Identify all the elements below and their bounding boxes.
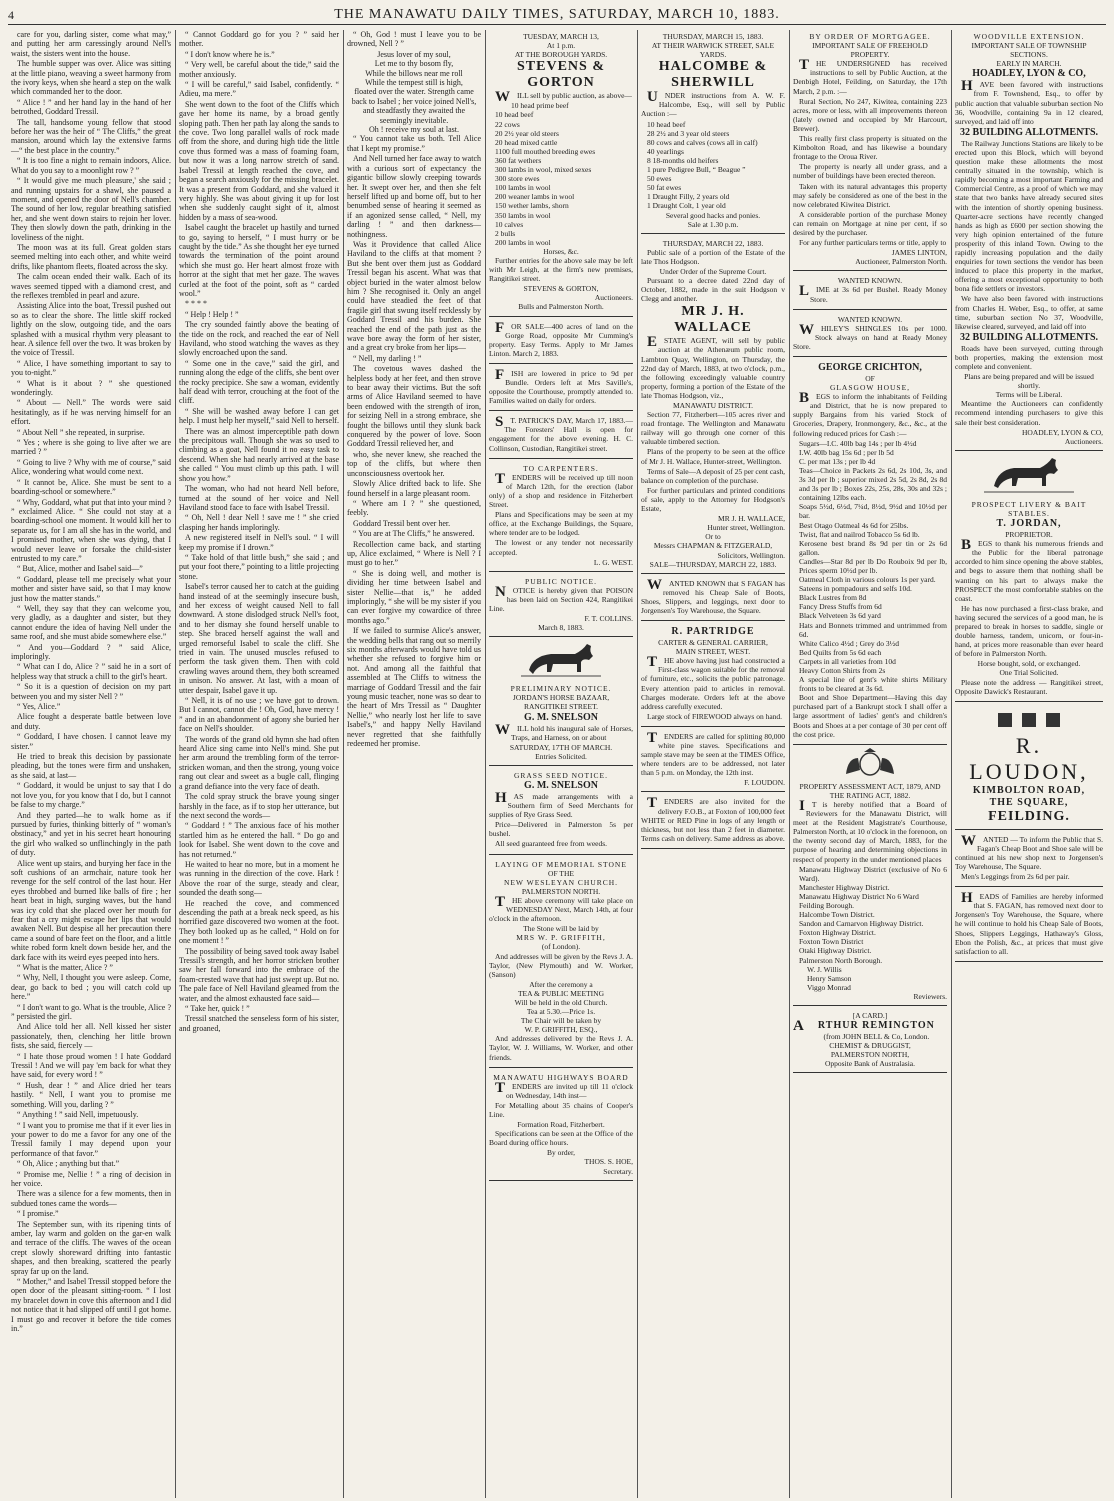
story-paragraph: The September sun, with its ripening tints of amber, lay warm and golden on the gar-en walk and terrace of the cliffs. The waves of the ocean crept slowly shoreward drifting into fantastic shapes, and then breaking, scattered the pearly spray far up on the land. xyxy=(11,1219,171,1276)
auction-lot: 10 head prime beef xyxy=(511,101,569,111)
price-item: A special line of gent's white shirts Military fronts to be cleared at 3s 6d. xyxy=(799,675,947,694)
reviewer-name: W. J. Willis xyxy=(807,964,842,974)
story-paragraph: Isabel caught the bracelet up hastily and turned to go, saying to herself, “ I must hurry or be caught by the tide.” As she thought her eye turned towards the termination of the point around which she must go. Her heart almost froze with horror at the sight that met her gaze. The waves curled at the foot of the point, soft as “ carded wool.” xyxy=(179,223,339,298)
masthead xyxy=(8,6,1106,25)
price-item: Twist, flat and nailrod Tobacco 5s 6d lb. xyxy=(799,529,920,539)
story-paragraph: “ Hush, dear ! ” and Alice dried her tears hastily. “ Nell, I want you to promise me something. Will you, darling ? ” xyxy=(11,1080,171,1109)
price-item: Black Lustres from 8d xyxy=(799,593,867,603)
story-paragraph: Slowly Alice drifted back to life. She found herself in a large pleasant room. xyxy=(347,479,481,498)
auction-lot: 50 ewes xyxy=(647,174,672,184)
stevens-gorton-firm: STEVENS & GORTON xyxy=(517,59,605,91)
reviewer-name: Henry Samson xyxy=(807,973,852,983)
story-paragraph: The moon was at its full. Great golden stars seemed melting into each other, and white weird drifts, like phantom fleets, floated across the sky. xyxy=(11,242,171,271)
story-paragraph: The tall, handsome young fellow that stood before her was the heir of “ The Cliffs,” the great mansion, around which lay the extensive farms —“ the best place in the country.” xyxy=(11,117,171,155)
district-item: Otaki Highway District. xyxy=(799,946,872,956)
auction-lot: 40 yearlings xyxy=(647,146,684,156)
auction-lot: 1 pure Pedigree Bull, “ Beague ” xyxy=(647,165,746,175)
story-paragraph: The woman, who had not heard Nell before, turned at the sound of her voice and Nell Haviland stood face to face with Isabel Tressil. xyxy=(179,484,339,512)
stevens-gorton-ad: TUESDAY, MARCH 13, At 1 p.m. AT THE BOROUGH YARDS. STEVENS & GORTON WILL sell by public auction, as above— 10 head prime beef 10 head beef 22 cows 20 2½ year old steers 20 head mixed cattle 1100 full mouthed breeding ewes 360 fat wethers 300 lambs in wool, mixed sexes 300 store ewes 100 lambs in wool 200 weaner lambs in wool 150 wether lambs, shorn 350 lambs in wool 10 calves 2 bulls 200 lambs in wool Horses, &c. Further entries for the above sale may be left with Mr Leigh, at the firm's new premises, Rangitikei street. STEVENS & GORTON, Auctioneers. Bulls and Palmerston North. xyxy=(489,30,633,317)
story-paragraph: “ I promise.” xyxy=(17,1209,59,1219)
story-paragraph: “ I will be careful,” said Isabel, confidently. “ Adieu, ma mere.” xyxy=(179,80,339,99)
horse-and-cart-icon xyxy=(984,454,1074,496)
district-item: Manchester Highway District. xyxy=(799,882,890,892)
woodville-ad: WOODVILLE EXTENSION. IMPORTANT SALE OF TOWNSHIP SECTIONS. EARLY IN MARCH. HOADLEY, LYON & CO, HAVE been favored with instructions from F. Townshend, Esq., to offer by public auction that valuable suburban section No 36, Woodville, containing 9a in 12 cleared, surveyed, and laid off into 32 BUILDING ALLOTMENTS. The Railway Junctions Stations are likely to be erected upon this Block, which will beyond question make these allotments the most centrally situated in the township, which is rapidly becoming a most important Farming and Commercial Centre, as a proof of which we may state that two banks have already secured sites with the intention of shortly opening business. Quarter-acre sections have recently changed hands as high as £600 per section showing the very high opinion entertained of the future prosperity of this inland Town. Owing to the rapidly increasing population and the daily enquiries for town sections the vendor has been induced to place this property in the market, offering a most exceptional opportunity to both bona fide settlers or investors. We have also been favored with instructions from Charles H. Weber, Esq., to offer, at same time, suburban section No 37, Woodville, likewise cleared, surveyed, and laid off into 32 BUILDING ALLOTMENTS. Roads have been surveyed, cutting through both properties, making the extension most complete and convenient. Plans are being prepared and will be issued shortly. Terms will be Liberal. Meantime the Auctioneers can confidently recommend intending purchasers to give this sale their best consideration. HOADLEY, LYON & CO, Auctioneers. xyxy=(955,30,1103,451)
price-item: Teas—Choice in Packets 2s 6d, 2s 10d, 3s, and 3s 3d per lb ; superior mixed 2s 5d, 2s 8d, 2s 8d and 3s per lb ; Boxes 22s, 25s, 28s, 30s and 32s ; containing 12lbs each. xyxy=(799,465,947,503)
story-paragraph: “ I want you to promise me that if it ever lies in your power to do me a favor for any one of the Tressil family I may depend upon your performance of that favor.” xyxy=(11,1120,171,1158)
partridge-ad: R. PARTRIDGE CARTER & GENERAL CARRIER, MAIN STREET, WEST. THE above having just had constructed a First-class wagon suitable for the removal of furniture, etc., solicits the public patronage. Every attention paid to articles in removal. Charges moderate. Orders left at the above address carefully executed. Large stock of FIREWOOD always on hand. xyxy=(641,624,785,727)
shingles-ad: WANTED KNOWN. WHILEY'S SHINGLES 10s per 1000. Stock always on hand at Ready Money Store. xyxy=(793,313,947,357)
story-paragraph: The calm ocean ended their walk. Each of its waves seemed tipped with a diamond crest, and the reflexes trembled in pearl and azure. xyxy=(11,272,171,300)
story-paragraph: “ Very well, be careful about the tide,” said the mother anxiously. xyxy=(179,60,339,79)
wesleyan-ad: LAYING OF MEMORIAL STONE OF THE NEW WESLEYAN CHURCH. PALMERSTON NORTH. THE above ceremony will take place on WEDNESDAY Next, March 14th, at four o'clock in the afternoon. The Stone will be laid by MRS W. P. GRIFFITH, (of London). And addresses will be given by the Revs J. A. Taylor, (New Plymouth) and W. Worker, (Sanson) After the ceremony a TEA & PUBLIC MEETING Will be held in the old Church. Tea at 5.30.—Price 1s. The Chair will be taken by W. P. GRIFFITH, ESQ., And addresses delivered by the Revs J. A. Taylor, W. J. Williams, W. Worker, and other friends. xyxy=(489,858,633,1068)
story-paragraph: * * * * xyxy=(185,299,207,309)
story-paragraph: And they parted—he to walk home as if pursued by furies, thinking bitterly of “ woman's obstinacy,” and yet in his secret heart honouring the girl who walked so unflinchingly in the path of duty. xyxy=(11,810,171,858)
story-column-1 xyxy=(8,30,174,1498)
price-item: Candles—Star 8d per lb Do Rouboix 9d per lb, Prices sperm 10½d per lb. xyxy=(799,556,947,575)
auction-lot: 8 18-months old heifers xyxy=(647,155,719,165)
story-paragraph: The cold spray struck the brave young singer harshly in the face, as if to stop her utterance, but the next second the words— xyxy=(179,792,339,820)
auction-lot: 200 weaner lambs in wool xyxy=(495,192,575,202)
district-item: Manawatu Highway District (exclusive of No 6 Ward). xyxy=(799,864,947,883)
auction-lot: 28 2½ and 3 year old steers xyxy=(647,128,730,138)
story-paragraph: “ Oh, Alice ; anything but that.” xyxy=(17,1159,120,1169)
story-paragraph: “ So it is a question of decision on my part between you and my sister Nell ? ” xyxy=(11,682,171,701)
story-paragraph: care for you, darling sister, come what may,” and putting her arm caressingly around Nell's waist, the sisters went into the house. xyxy=(11,30,171,58)
story-paragraph: “ Nell, my darling ! ” xyxy=(353,353,422,363)
district-item: Foxton Town District xyxy=(799,937,864,947)
story-paragraph: “ It cannot be, Alice. She must be sent to a boarding-school or somewhere.” xyxy=(11,477,171,497)
act-places xyxy=(793,865,947,965)
reviewer-name: Viggo Monrad xyxy=(807,982,851,992)
wallace-ad: THURSDAY, MARCH 22, 1883. Public sale of a portion of the Estate of the late Thos Hodgson. Under Order of the Supreme Court. Pursuant to a decree dated 22nd day of October, 1882, made in the suit Hodgson v Clegg and another. MR J. H. WALLACE ESTATE AGENT, will sell by public auction at the Athenæum public room, Lambton Quay, Wellington, on Thursday, the 22nd day of March, 1883, at two o'clock, p.m., the following exceedingly valuable country property, forming a portion of the Estate of the late Thomas Hodgson, viz., MANAWATU DISTRICT. Section 77, Fitzherbert—105 acres river and road frontage. The Wellington and Manawatu railway will go through one corner of this valuable timbered section. Plans of the property to be seen at the office of Mr J. H. Wallace, Hunter-street, Wellington. Terms of Sale—A deposit of 25 per cent cash, balance on completion of the purchase. For further particulars and printed conditions of sale, apply to the Attorney for Hodgson's Estate, MR J. H. WALLACE, Hunter street, Wellington. Or to Messrs CHAPMAN & FITZGERALD, Solicitors, Wellington. SALE—THURSDAY, MARCH 22, 1883. xyxy=(641,237,785,574)
story-paragraph: The covetous waves dashed the helpless body at her feet, and then strove to bear away their victims. But the soft arms of Alice Haviland seemed to have been endowed with the strength of iron, for seizing Nell in a strong embrace, she fought the billows until they slunk back conquered by the power of love. Soon Goddard Tressil relieved her, and xyxy=(347,364,481,449)
st-patrick-ad: ST. PATRICK'S DAY, March 17, 1883.—The Foresters' Hall is open for engagement for the above evening. H. C. Collinson, Custodian, Rangitikei street. xyxy=(489,414,633,458)
auction-lot: 350 lambs in wool xyxy=(495,210,551,220)
district-item: Manawatu Highway District No 6 Ward xyxy=(799,891,919,901)
story-paragraph: “ Anything ! ” said Nell, impetuously. xyxy=(17,1110,139,1120)
column-5 xyxy=(638,30,788,1498)
hymn-line: Jesus lover of my soul, xyxy=(377,49,451,59)
story-paragraph: Alice went up stairs, and burying her face in the soft cushions of an armchair, nature took her revenge for the self control of the last hour. Her eyes throbbed and burned like balls of fire ; her heart beat in high, surging waves, but the hand was icy cold that she placed over her mouth for fear that a cry might escape her lips that would awaken Nell. But despise all her precaution there came a sound of bare feet on the floor, and a little white robed form knelt down beside her, and the dark face with its weird eyes peeped into hers. xyxy=(11,858,171,962)
story-paragraph: “ Oh, God ! must I leave you to be drowned, Nell ? ” xyxy=(347,30,481,49)
fish-ad: FISH are lowered in price to 9d per Bundle. Orders left at Mrs Saville's, opposite the Courthouse, promptly attended to. Families waited on daily for orders. xyxy=(489,367,633,411)
hymn-line: Let me to thy bosom fly, xyxy=(374,59,454,69)
story-paragraph: A new registered itself in Nell's soul. “ I will keep my promise if I drown.” xyxy=(179,533,339,552)
snelson-horse-ad: PRELIMINARY NOTICE. JORDAN'S HORSE BAZAAR, RANGITIKEI STREET. G. M. SNELSON WILL hold his inaugural sale of Horses, Traps, and Harness, on or about SATURDAY, 17TH OF MARCH. Entries Solicited. xyxy=(489,682,633,766)
district-item: Feilding Borough. xyxy=(799,900,855,910)
newspaper-title: THE MANAWATU DAILY TIMES, SATURDAY, MARCH 10, 1883. xyxy=(334,7,780,22)
hymn-line: While the tempest still is high, xyxy=(365,78,463,88)
story-paragraph: “ Cannot Goddard go for you ? ” said her mother. xyxy=(179,30,339,49)
auction-lot: 200 lambs in wool xyxy=(495,237,551,247)
story-paragraph: “ Goddard, I have chosen. I cannot leave my sister.” xyxy=(11,732,171,751)
hymn-line: Oh ! receive my soul at last. xyxy=(369,125,459,135)
story-paragraph: He waited to hear no more, but in a moment he was running in the direction of the cove. Hark ! Above the roar of the surge, steady and clear, sounded the death song— xyxy=(179,859,339,898)
halcombe-sherwill-ad: THURSDAY, MARCH 15, 1883. AT THEIR WARWICK STREET, SALE YARDS. HALCOMBE & SHERWILL UNDER instructions from A. W. F. Halcombe, Esq., will sell by Public Auction :— 10 head beef 28 2½ and 3 year old steers 80 cows and calves (cows all in calf) 40 yearlings 8 18-months old heifers 1 pure Pedigree Bull, “ Beague ” 50 ewes 50 fat ewes 1 Draught Filly, 2 years old 1 Draught Colt, 1 year old Several good hacks and ponies. Sale at 1.30 p.m. xyxy=(641,30,785,234)
story-paragraph: “ Goddard, it would be unjust to say that I do not love you, for you know that I do, but I cannot be false to my charge.” xyxy=(11,781,171,810)
auction-lot: 100 lambs in wool xyxy=(495,183,551,193)
auction-lot: 360 fat wethers xyxy=(495,155,542,165)
story-paragraph: “ Take her, quick ! ” xyxy=(185,1004,250,1014)
story-paragraph: Isabel's terror caused her to catch at the guiding hand instead of at the seemingly insecure bush, and her excess of weight caused Nell to fall downward. A stone dislodged struck Nell's foot, and to her dismay she found herself unable to step. She braced herself against the wall and urged remorseful Isabel to scale the cliff. She tried in vain. The unused muscles refused to perform the task given them. Then with cold crawling waves around them, they both screamed in unison. No answer. At last, with a moan of utter despair, Isabel gave it up. xyxy=(179,582,339,695)
story-paragraph: “ About Nell ” she repeated, in surprise. xyxy=(17,427,145,437)
story-paragraph: “ Alice ! ” and her hand lay in the hand of her betrothed, Goddard Tressil. xyxy=(11,97,171,117)
column-6 xyxy=(790,30,950,1498)
halcombe-sherwill-firm: HALCOMBE & SHERWILL xyxy=(658,59,768,91)
story-paragraph: Was it Providence that called Alice Haviland to the cliffs at that moment ? But she bent over them just as Goddard Tressil began his ascent. What was that object buried in the water almost below him ? She recognised it. Only an angel could have steadied the feet of that fragile girl that swung itself recklessly by Goddard Tressil and his burden. She reached the end of the path just as the wave bore away the form of her sister, and a great cry broke from her lips— xyxy=(347,239,481,353)
story-paragraph: He tried to break this decision by passionate pleading, but the tones were firm and unshaken, as she said, at last— xyxy=(11,752,171,780)
column-8 xyxy=(952,30,1106,1498)
story-paragraph: “ Yes ; where is she going to live after we are married ? ” xyxy=(11,438,171,457)
fagan-ad-1: WANTED KNOWN that S FAGAN has removed his Cheap Sale of Boots, Shoes, Slippers, and leggings, next door to Jorgensen's Toy Warehouse, the Square. xyxy=(641,577,785,621)
story-paragraph: “ What is it about ? ” she questioned wonderingly. xyxy=(11,378,171,398)
story-paragraph: “ And you—Goddard ? ” said Alice, imploringly. xyxy=(11,642,171,661)
public-notice-ad: PUBLIC NOTICE. NOTICE is hereby given that POISON has been laid on Section 424, Rangitikei Line. F. T. COLLINS. March 8, 1883. xyxy=(489,575,633,638)
price-item: Kerosene best brand 8s 9d per tin or 2s 6d gallon. xyxy=(799,538,947,557)
story-paragraph: “ Take hold of that little bush,” she said ; and put your foot there,” pointing to a little projecting stone. xyxy=(179,552,339,581)
price-item: Fancy Dress Stuffs from 6d xyxy=(799,602,882,612)
story-paragraph: “ Well, they say that they can welcome you, very gladly, as a daughter and sister, but they cannot endure the idea of having Nell under the same roof, and she must abide somewhere else.” xyxy=(11,603,171,642)
story-paragraph: “ I don't want to go. What is the trouble, Alice ? ” persisted the girl. xyxy=(11,1002,171,1022)
crichton-items xyxy=(793,439,947,694)
price-item: Heavy Cotton Shirts from 2s xyxy=(799,666,886,675)
auction-lot: 300 lambs in wool, mixed sexes xyxy=(495,165,592,175)
story-paragraph: “ Alice, I have something important to say to you to-night.” xyxy=(11,358,171,378)
crichton-ad: GEORGE CRICHTON, OF GLASGOW HOUSE, BEGS to inform the inhabitants of Feilding and District, that he is now prepared to supply Bargains from his varied Stock of Groceries, Drapery, Ironmongery, &c., &c., at the following reduced prices for Cash :— Sugars—I.C. 40lb bag 14s ; per lb 4½d I.W. 40lb bag 15s 6d ; per lb 5d C. per mat 13s ; per lb 4d Teas—Choice in Packets 2s 6d, 2s 10d, 3s, and 3s 3d per lb ; superior mixed 2s 5d, 2s 8d, 2s 8d and 3s per lb ; Boxes 22s, 25s, 28s, 30s and 32s ; containing 12lbs each. Soaps 5½d, 6½d, 7¼d, 8½d, 9½d and 10½d per bar. Best Otago Oatmeal 4s 6d for 25lbs. Twist, flat and nailrod Tobacco 5s 6d lb. Kerosene best brand 8s 9d per tin or 2s 6d gallon. Candles—Star 8d per lb Do Rouboix 9d per lb, Prices sperm 10½d per lb. Oatmeal Cloth in various colours 1s per yard. Sateens in pompadours and selfs 10d. Black Lustres from 8d Fancy Dress Stuffs from 6d Black Velveteen 3s 6d yard Hats and Bonnets trimmed and untrimmed from 6d. White Calico 4½d ; Grey do 3½d Bed Quilts from 5s 6d each Carpets in all varieties from 10d Heavy Cotton Shirts from 2s A special line of gent's white shirts Military fronts to be cleared at 3s 6d. Boot and Shoe Department—Having this day purchased part of a Bankrupt stock I shall offer a large assortment of ladies' gent's and children's Boots and Shoes at a per contage of 30 per cent off the cost price. xyxy=(793,360,947,745)
auction-lot: 150 wether lambs, shorn xyxy=(495,201,569,211)
story-paragraph: “ About — Nell.” The words were said hesitatingly, as if he was nerving himself for an effort. xyxy=(11,398,171,427)
district-item: Palmerston North Borough. xyxy=(799,955,883,965)
price-item: Bed Quilts from 5s 6d each xyxy=(799,647,882,657)
price-item: Black Velveteen 3s 6d yard xyxy=(799,611,881,621)
price-item: C. per mat 13s ; per lb 4d xyxy=(799,456,876,466)
auction-lot: 10 head beef xyxy=(647,119,686,129)
mortgagee-sale-ad: BY ORDER OF MORTGAGEE. IMPORTANT SALE OF FREEHOLD PROPERTY. THE UNDERSIGNED has received instructions to sell by Public Auction, at the Denbigh Hotel, Feilding, on Saturday, the 17th March, 2 p.m. :— Rural Section, No 247, Kiwitea, containing 223 acres, more or less, with all improvements thereon (lately owned and occupied by Mr Harcourt, Brewer). This really first class property is situated on the Kimbolton Road, and has likewise a boundary frontage to the Oroua River. The property is nearly all under grass, and a number of buildings have been erected thereon. Taken with its natural advantages this property may safely be considered as one of the best in the now celebrated Kiwitea District. A considerable portion of the purchase Money can remain on Mortgage at nine per cent, if so desired by the purchaser. For any further particulars terms or title, apply to JAMES LINTON, Auctioneer, Palmerston North. xyxy=(793,30,947,271)
story-paragraph: And Nell turned her face away to watch with a curious sort of expectancy the gigantic billow slowly creeping towards her. It swept over her, and then she felt herself lifted up and borne off, but to her benumbed sense of hearing it seemed as if an agonized sense called, “ Nell, my darling ! ” and then darkness—nothingness. xyxy=(347,154,481,239)
for-sale-400-ad: FOR SALE—400 acres of land on the Gorge Road, opposite Mr Cumming's property. Easy Terms. Apply to Mr James Linton. March 2, 1883. xyxy=(489,320,633,364)
loudon-ad: R. LOUDON, KIMBOLTON ROAD, THE SQUARE, FEILDING. xyxy=(955,705,1103,830)
story-paragraph: “ What is the matter, Alice ? ” xyxy=(17,963,113,972)
story-paragraph: And Alice told her all. Nell kissed her sister passionately, then, clenching her little brown fists, she said, fiercely — xyxy=(11,1022,171,1051)
story-paragraph: “ She will be washed away before I can get help. I must help her myself,” said Nell to herself. xyxy=(179,406,339,426)
story-paragraph: The cry sounded faintly above the beating of the tide on the rock, and reached the ear of Nell Haviland, who stood watching the waves as they slowly encroached upon the sand. xyxy=(179,320,339,358)
story-paragraph: “ Going to live ? Why with me of course,” said Alice, wondering what would come next. xyxy=(11,457,171,477)
story-paragraph: “ Promise me, Nellie ! ” a ring of decision in her voice. xyxy=(11,1169,171,1188)
story-paragraph: Alice fought a desperate battle between love and duty. xyxy=(11,712,171,731)
story-paragraph: Goddard Tressil bent over her. xyxy=(353,518,451,528)
story-paragraph: “ You are at The Cliffs,” he answered. xyxy=(353,529,475,539)
story-paragraph: “ Goddard, please tell me precisely what your mother and sister have said, so that I may know just how the matter stands.” xyxy=(11,574,171,603)
reviewer-signatures xyxy=(793,965,947,992)
auction-lot: 1 Draught Colt, 1 year old xyxy=(647,201,726,211)
story-paragraph: Tressil snatched the senseless form of his sister, and groaned, xyxy=(179,1014,339,1033)
story-paragraph: “ Nell, it is of no use ; we have got to drown. But I cannot, cannot die ! Oh, God, have mercy ! ” and in an abandonment of agony she buried her face on Nell's shoulder. xyxy=(179,696,339,734)
ornament-icon xyxy=(994,709,1064,731)
hymn-line: While the billows near me roll xyxy=(365,68,463,78)
auction-lot: 2 bulls xyxy=(495,228,516,238)
story-column-2 xyxy=(176,30,342,1498)
property-act-ad: PROPERTY ASSESSMENT ACT, 1879, AND THE RATING ACT, 1882. IT is hereby notified that a Board of Reviewers for the Manawatu District, will meet at the Resident Magistrate's Courthouse, Palmerston North, at 10 o'clock in the forenoon, on the twenty second day of March, 1883, for the purpose of hearing and determining objections in respect of property in the under mentioned places Manawatu Highway District (exclusive of No 6 Ward). Manchester Highway District. Manawatu Highway District No 6 Ward Feilding Borough. Halcombe Town District. Sandon and Carnarvon Highway District. Foxton Highway District. Foxton Town District Otaki Highway District. Palmerston North Borough. W. J. Willis Henry Samson Viggo Monrad Reviewers. xyxy=(793,780,947,1006)
horse-woodcut-icon xyxy=(521,640,601,680)
lime-ad: WANTED KNOWN. LIME at 3s 6d per Bushel. Ready Money Store. xyxy=(793,274,947,309)
auction-lot: 10 calves xyxy=(495,219,524,229)
story-paragraph: He reached the cove, and commenced descending the path at a break neck speed, as his horrified gaze discovered two women at the foot. They both looked up as he called, “ Hold on for one moment ! ” xyxy=(179,898,339,946)
story-paragraph: “ Why, Nell, I thought you were asleep. Come, dear, go back to bed ; you will catch cold up here.” xyxy=(11,973,171,1002)
story-paragraph: “ What can I do, Alice ? ” said he in a sort of helpless way that struck a chill to the girl's heart. xyxy=(11,662,171,681)
auction-lot: 1100 full mouthed breeding ewes xyxy=(495,146,596,156)
story-paragraph: “ Where am I ? ” she questioned, feebly. xyxy=(347,498,481,518)
royal-arms-crest-icon xyxy=(840,748,900,778)
story-paragraph: There was an almost imperceptible path down the precipitous wall. Though she was so used to climbing as a goat, Nell found it no easy task to descend. When she had nearly arrived at the base she called “ You must climb up this path. I will show you how.” xyxy=(179,426,339,483)
price-item: Best Otago Oatmeal 4s 6d for 25lbs. xyxy=(799,520,909,530)
price-item: Sateens in pompadours and selfs 10d. xyxy=(799,584,912,594)
story-paragraph: “ Why, Goddard, what put that into your mind ? ” exclaimed Alice. “ She could not stay at a boarding-school one moment. It would kill her to separate us, for I am all she has in the world, and I promised mother, when she was dying, that I would never leave or forsake the child-sister entrusted to my care.” xyxy=(11,497,171,563)
carpenters-ad: TO CARPENTERS. TENDERS will be received up till noon of March 12th, for the erection (labor only) of a shop and residence in Fitzherbert Street. Plans and Specifications may be seen at my office, at the Exchange Buildings, the Square, where tender are to be lodged. The lowest or any tender not necessarily accepted. L. G. WEST. xyxy=(489,462,633,572)
story-paragraph: “ Yes, Alice.” xyxy=(17,702,61,712)
auction-lot: 22 cows xyxy=(495,119,520,129)
story-paragraph: “ Help ! Help ! ” xyxy=(185,309,239,319)
story-paragraph: “ She is doing well, and mother is dividing her time between Isabel and sister Nellie—that is,” he added imploringly, “ she will be my sister if you can ever forgive my cowardice of three months ago.” xyxy=(347,568,481,625)
auction-lot: 1 Draught Filly, 2 years old xyxy=(647,192,730,202)
remington-ad: [A CARD.] ARTHUR REMINGTON (from JOHN BELL & Co, London. CHEMIST & DRUGGIST, PALMERSTON NORTH, Opposite Bank of Australasia. xyxy=(793,1009,947,1073)
auction-lot: 10 head beef xyxy=(495,110,534,120)
story-paragraph: “ Oh, Nell ! dear Nell ! save me ! ” she cried clasping her hands imploringly. xyxy=(179,513,339,532)
story-paragraph: Recollection came back, and starting up, Alice exclaimed, “ Where is Nell ? I must go to her.” xyxy=(347,539,481,568)
column-4 xyxy=(486,30,636,1498)
jordan-stables-ad: PROSPECT LIVERY & BAIT STABLES. T. JORDAN, PROPRIETOR. BEGS to thank his numerous friends and the Public for the liberal patronage accorded to him since opening the above stables, and begs to assure them that nothing shall be wanting on his part to always make the PROSPECT the most comfortable stables on the coast. He has now purchased a first-class brake, and having secured the services of a good man, he is prepared to break in horses to saddle, single or double harness, tandem, unicorn, or four-in-hand, at prices more reasonable than ever heard of before in Palmerston North. Horse bought, sold, or exchanged. One Trial Solicited. Please note the address — Rangitikei street, Opposite Dawick's Restaurant. xyxy=(955,498,1103,702)
page-number: 4 xyxy=(8,8,15,22)
price-item: Sugars—I.C. 40lb bag 14s ; per lb 4½d xyxy=(799,438,917,448)
auction-lot: 50 fat ewes xyxy=(647,183,682,193)
price-item: Hats and Bonnets trimmed and untrimmed from 6d. xyxy=(799,620,947,639)
story-paragraph: “ But, Alice, mother and Isabel said—” xyxy=(17,564,143,574)
price-item: Carpets in all varieties from 10d xyxy=(799,656,896,666)
district-item: Foxton Highway District. xyxy=(799,928,876,938)
stevens-items xyxy=(489,101,633,247)
price-item: Soaps 5½d, 6½d, 7¼d, 8½d, 9½d and 10½d per bar. xyxy=(799,502,947,521)
highways-board-ad: MANAWATU HIGHWAYS BOARD TENDERS are invited up till 11 o'clock on Wednesday, 14th inst— For Metalling about 35 chains of Cooper's Line. Formation Road, Fitzherbert. Specifications can be seen at the Office of the Board during office hours. By order, THOS. S. HOE, Secretary. xyxy=(489,1071,633,1181)
story-paragraph: “ I don't know where he is.” xyxy=(185,49,275,59)
price-item: White Calico 4½d ; Grey do 3½d xyxy=(799,638,899,648)
story-column-3 xyxy=(344,30,484,1498)
story-paragraph: “ You cannot take us both. Tell Alice that I kept my promise.” xyxy=(347,134,481,153)
pine-tender-ad: TENDERS are also invited for the delivery F.O.B., at Foxton of 100,000 feet WHITE or RED Pine in logs of any length or thickness, but not less than 2 feet in diameter. Terms cash on delivery. Same address as above. xyxy=(641,795,785,848)
hymn-line: floated over the water. Strength came back to Isabel ; her voice joined Nell's, and steadfastly they awaited the seemingly inevitable. xyxy=(351,87,477,125)
fagan-ad-2: WANTED — To inform the Public that S. Fagan's Cheap Boot and Shoe sale will be continued at his new shop next to Jorgensen's Toy Warehouse, The Square. Men's Leggings from 2s 6d per pair. xyxy=(955,833,1103,887)
story-paragraph: “ It would give me much pleasure,' she said ; and running upstairs for a shawl, she paused a moment, and opened the door of Nell's chamber. The sound of her low, regular breathing satisfied her, and she went down stairs to rejoin her lover. They then slowly down the path, drinking in the loveliness of the night. xyxy=(11,176,171,242)
district-item: Halcombe Town District. xyxy=(799,910,875,920)
price-item: Oatmeal Cloth in various colours 1s per yard. xyxy=(799,575,936,585)
fagan-ad-3: HEADS of Families are hereby informed that S. FAGAN, has removed next door to Jorgensen's Toy Warehouse, the Square, where he will continue to hold his Cheap Sale of Boots, Shoes, Slippers Leggings, Hathaway's Gloss, Ebon the Polish, &c., at prices that must give satisfaction to all. xyxy=(955,890,1103,962)
story-paragraph: She went down to the foot of the Cliffs which gave her home its name, by a broad gently sloping path. Then her path lay along the sands to the cove. Two long parallel walls of rock made off from the shore, and during high tide the little cove thus formed was a mass of foaming foam, but now it was a long narrow stretch of sand. Isabel Tressil at length reached the cove, and began a search anxiously for the missing bracelet. It was a present from Goddard, and she valued it very highly. She was about giving it up for lost when she suddenly caught sight of it, almost hidden by a mass of sea-wood. xyxy=(179,99,339,222)
auction-lot: 20 head mixed cattle xyxy=(495,137,558,147)
story-paragraph: If we failed to surmise Alice's answer, the wedding bells that rang out so merrily six months afterwards would have told us whether she refused to forgive him or not. And among all the faithful that assembled at The Cliffs to witness the marriage of Goddard Tressil and the fair young music teacher, none was so dear to the heart of Mrs Tressil as “ Daughter Nellie,” who nearly lost her life to save Isabel's,” and happy Nelly Haviland never regretted that she faithfully redeemed her promise. xyxy=(347,626,481,749)
price-item: I.W. 40lb bag 15s 6d ; per lb 5d xyxy=(799,447,894,457)
district-item: Sandon and Carnarvon Highway District. xyxy=(799,919,924,929)
halcombe-items xyxy=(641,120,785,211)
auction-lot: 80 cows and calves (cows all in calf) xyxy=(647,137,758,147)
story-paragraph: The possibility of being saved took away Isabel Tressil's strength, and her horror stricken brother saw her fall forward into the embrace of the foam-crested wave that had just swept up. But no. The pale face of Nell Haviland gleamed from the water, and the almost exhausted face said— xyxy=(179,946,339,1003)
story-paragraph: “ Some one in the cave,” said the girl, and running along the edge of the cliffs, she bent over the rocky precipice. She saw a woman, evidently half dead with terror, crouching at the foot of the cliff. xyxy=(179,358,339,406)
story-paragraph: The humble supper was over. Alice was sitting at the little piano, weaving a sweet harmony from the ivory keys, when she heard a step on the walk which commanded her to the door. xyxy=(11,59,171,97)
story-paragraph: “ Goddard ! ” The anxious face of his mother startled him as he entered the hall. “ Do go and look for Isabel. She went down to the cove and has not returned.” xyxy=(179,821,339,859)
story-paragraph: “ It is too fine a night to remain indoors, Alice. What do you say to a moonlight row ? ” xyxy=(11,156,171,175)
story-paragraph: “ I hate those proud women ! I hate Goddard Tressil ! And we will pay 'em back for what they have said, for every word ! ” xyxy=(11,1051,171,1080)
auction-lot: 20 2½ year old steers xyxy=(495,128,559,138)
story-paragraph: There was a silence for a few moments, then in subdued tones came the words— xyxy=(11,1189,171,1208)
story-paragraph: The words of the grand old hymn she had often heard Alice sing came into Nell's mind. She put her arm around the trembling form of the terror-stricken woman, and then the strong, young voice rang out clear and sweet as a bugle call, flinging a grand defiance into the very face of death. xyxy=(179,734,339,791)
story-paragraph: “ Mother,” and Isabel Tressil stopped before the open door of the pleasant sitting-room. “ I lost my bracelet down in cove this afternoon and I did not notice that it had slipped off until I got home. I must go and recover it before the tide comes in.” xyxy=(11,1277,171,1334)
story-paragraph: Assisting Alice into the boat, Tressil pushed out so as to clear the shore. The little skiff rocked lightly on the slow, outgoing tide, and the oars splashed with a musical rhythm very pleasant to hear. A silence fell over the two. It was broken by the voice of Tressil. xyxy=(11,301,171,358)
grass-seed-ad: GRASS SEED NOTICE. G. M. SNELSON HAS made arrangements with a Southern firm of Seed Merchants for supplies of Rye Grass Seed. Price—Delivered in Palmerston 5s per bushel. All seed guaranteed free from weeds. xyxy=(489,769,633,855)
auction-lot: 300 store ewes xyxy=(495,174,540,184)
staves-tender-ad: TENDERS are called for splitting 80,000 white pine staves. Specifications and sample stave may be seen at the TIMES Office, where tenders are to be addressed, not later than 5 p.m. on Monday, the 12th inst. F. LOUDON. xyxy=(641,730,785,793)
story-paragraph: who, she never knew, she reached the top of the cliffs, but where then unconsciousness overtook her. xyxy=(347,449,481,478)
